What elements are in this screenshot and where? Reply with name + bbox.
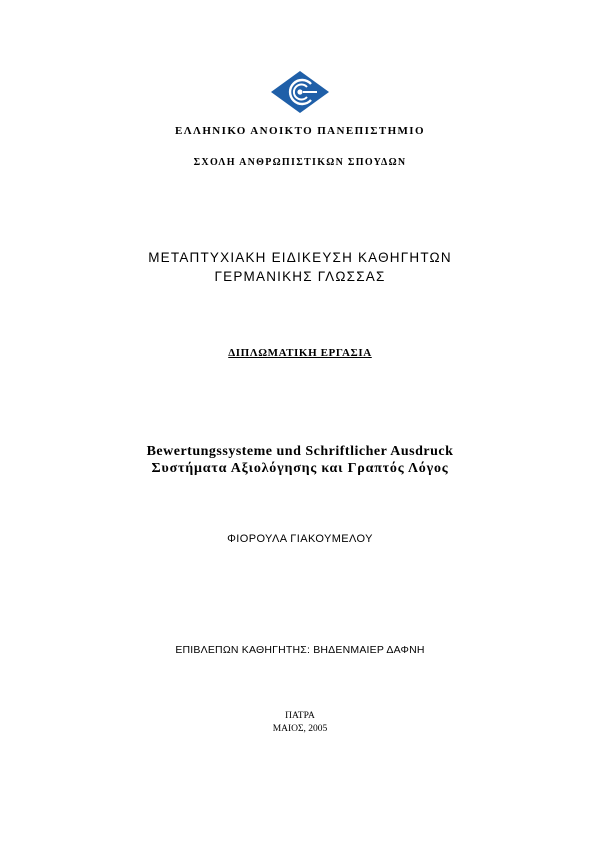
document-type: ΔΙΠΛΩΜΑΤΙΚΗ ΕΡΓΑΣΙΑ bbox=[228, 347, 372, 359]
thesis-title-german: Bewertungssysteme und Schriftlicher Ausdruck bbox=[146, 444, 454, 459]
city: ΠΑΤΡΑ bbox=[285, 711, 315, 721]
university-logo-icon bbox=[270, 70, 330, 114]
school-name: ΣΧΟΛΗ ΑΝΘΡΩΠΙΣΤΙΚΩΝ ΣΠΟΥΔΩΝ bbox=[193, 157, 407, 168]
program-title-line-1: ΜΕΤΑΠΤΥΧΙΑΚΗ ΕΙΔΙΚΕΥΣΗ ΚΑΘΗΓΗΤΩΝ bbox=[148, 250, 452, 265]
date: ΜΑΙΟΣ, 2005 bbox=[272, 724, 328, 734]
program-title-line-2: ΓΕΡΜΑΝΙΚΗΣ ΓΛΩΣΣΑΣ bbox=[214, 269, 386, 284]
supervisor: ΕΠΙΒΛΕΠΩΝ ΚΑΘΗΓΗΤΗΣ: ΒΗΔΕΝΜΑΙΕΡ ΔΑΦΝΗ bbox=[175, 644, 425, 656]
university-name: ΕΛΛΗΝΙΚΟ ΑΝΟΙΚΤΟ ΠΑΝΕΠΙΣΤΗΜΙΟ bbox=[175, 125, 425, 137]
program-title bbox=[0, 248, 600, 286]
thesis-title-greek: Συστήματα Αξιολόγησης και Γραπτός Λόγος bbox=[151, 461, 449, 476]
author-name: ΦΙΟΡΟΥΛΑ ΓΙΑΚΟΥΜΕΛΟΥ bbox=[227, 533, 373, 545]
